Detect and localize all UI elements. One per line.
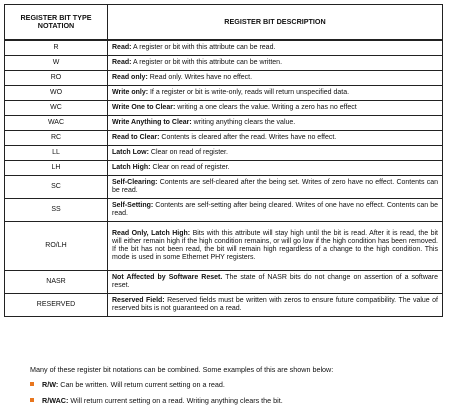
table-row	[5, 175, 443, 198]
description-term: Read Only, Latch High:	[112, 229, 191, 237]
description-term: Self-Setting:	[112, 201, 154, 209]
description-term: Write only:	[112, 88, 149, 96]
description-cell	[108, 115, 443, 130]
description-text: writing anything clears the value.	[191, 118, 296, 126]
table-row	[5, 221, 443, 270]
notation-cell: WC	[5, 100, 108, 115]
table-row	[5, 270, 443, 293]
description-text: Contents is cleared after the read. Writes have no effect.	[159, 133, 337, 141]
table-row	[5, 70, 443, 85]
description-text: A register or bit with this attribute can be read.	[131, 43, 276, 51]
description-term: Not Affected by Software Reset.	[112, 273, 223, 281]
description-column-header: REGISTER BIT DESCRIPTION	[108, 5, 443, 41]
notation-cell: LH	[5, 160, 108, 175]
description-text: Contents are self-cleared after the being set. Writes of zero have no effect. Contents can be read.	[112, 178, 438, 194]
description-cell	[108, 198, 443, 221]
description-text: Bits with this attribute will stay high until the bit is read. After it is read, the bit will either remain high if the high condition remains, or will go low if the high condition has been removed. If the bit has not been read, the bit will remain high regardless of a change to the high condition. This mode is used in some Ethernet PHY registers.	[112, 229, 438, 261]
description-term: Read:	[112, 58, 132, 66]
description-text: A register or bit with this attribute can be written.	[131, 58, 283, 66]
notation-cell: LL	[5, 145, 108, 160]
description-cell	[108, 70, 443, 85]
note-text: Can be written. Will return current setting on a read.	[58, 380, 225, 389]
table-row	[5, 115, 443, 130]
description-cell	[108, 145, 443, 160]
description-text: Contents are self-setting after being cleared. Writes of one have no effect. Contents can be read.	[112, 201, 438, 217]
notation-cell: RO/LH	[5, 221, 108, 270]
table-row	[5, 293, 443, 316]
description-cell	[108, 293, 443, 316]
notes-intro: Many of these register bit notations can be combined. Some examples of this are shown below:	[30, 365, 334, 374]
description-text: If a register or bit is write-only, reads will return unspecified data.	[148, 88, 350, 96]
note-item	[30, 396, 440, 405]
notation-cell: RC	[5, 130, 108, 145]
notation-column-header: REGISTER BIT TYPE NOTATION	[5, 5, 108, 41]
table-row	[5, 198, 443, 221]
table-row	[5, 100, 443, 115]
notation-cell: RESERVED	[5, 293, 108, 316]
description-term: Write One to Clear:	[112, 103, 176, 111]
notation-cell: R	[5, 40, 108, 55]
description-term: Read only:	[112, 73, 148, 81]
description-cell	[108, 40, 443, 55]
note-term: R/WAC:	[42, 396, 69, 405]
description-cell	[108, 270, 443, 293]
table-header-row	[5, 5, 443, 41]
description-text: Read only. Writes have no effect.	[147, 73, 253, 81]
description-term: Read:	[112, 43, 132, 51]
description-term: Reserved Field:	[112, 296, 165, 304]
notes-section	[30, 365, 440, 412]
notation-cell: WO	[5, 85, 108, 100]
description-cell	[108, 55, 443, 70]
note-item	[30, 380, 440, 389]
notation-cell: WAC	[5, 115, 108, 130]
description-cell	[108, 100, 443, 115]
notation-cell: RO	[5, 70, 108, 85]
description-term: Write Anything to Clear:	[112, 118, 192, 126]
description-cell	[108, 85, 443, 100]
notation-cell: SS	[5, 198, 108, 221]
square-bullet-icon	[30, 382, 34, 386]
table-body	[5, 40, 443, 316]
notation-cell: SC	[5, 175, 108, 198]
notation-cell: NASR	[5, 270, 108, 293]
description-cell	[108, 160, 443, 175]
table-row	[5, 55, 443, 70]
description-text: Clear on read of register.	[150, 163, 230, 171]
table-row	[5, 130, 443, 145]
table-row	[5, 85, 443, 100]
description-term: Latch High:	[112, 163, 151, 171]
description-text: The state of NASR bits do not change on assertion of a software reset.	[112, 273, 438, 289]
register-bit-table	[4, 4, 443, 317]
table-row	[5, 40, 443, 55]
square-bullet-icon	[30, 398, 34, 402]
description-term: Latch Low:	[112, 148, 149, 156]
table-row	[5, 145, 443, 160]
note-term: R/W:	[42, 380, 59, 389]
description-text: Reserved fields must be written with zeros to ensure future compatibility. The value of reserved bits is not guaranteed on a read.	[112, 296, 438, 312]
description-text: Clear on read of register.	[148, 148, 228, 156]
description-cell	[108, 130, 443, 145]
description-cell	[108, 175, 443, 198]
notes-list	[30, 380, 440, 405]
description-text: writing a one clears the value. Writing a zero has no effect	[175, 103, 357, 111]
description-term: Read to Clear:	[112, 133, 160, 141]
description-cell	[108, 221, 443, 270]
notation-cell: W	[5, 55, 108, 70]
description-term: Self-Clearing:	[112, 178, 158, 186]
table-row	[5, 160, 443, 175]
note-text: Will return current setting on a read. Writing anything clears the bit.	[68, 396, 283, 405]
